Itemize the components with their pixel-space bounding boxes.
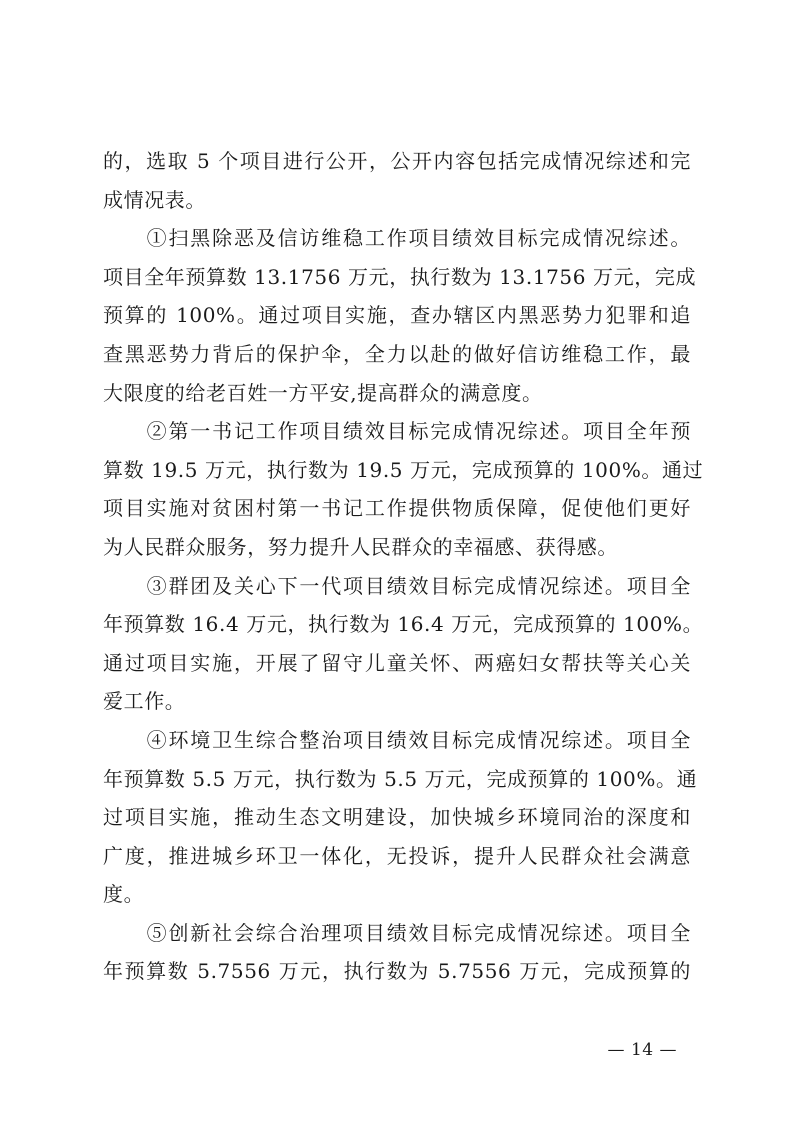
text-line: ②第一书记工作项目绩效目标完成情况综述。项目全年预 bbox=[103, 419, 691, 444]
text-line: 预算的 100%。通过项目实施，查办辖区内黑恶势力犯罪和追 bbox=[103, 303, 691, 328]
text-line: ④环境卫生综合整治项目绩效目标完成情况综述。项目全 bbox=[103, 727, 691, 752]
text-line: 年预算数 5.5 万元，执行数为 5.5 万元，完成预算的 100%。通 bbox=[103, 766, 698, 791]
text-line: 项目全年预算数 13.1756 万元，执行数为 13.1756 万元，完成 bbox=[103, 264, 697, 289]
text-line: 查黑恶势力背后的保护伞，全力以赴的做好信访维稳工作，最 bbox=[103, 341, 691, 366]
text-line: ①扫黑除恶及信访维稳工作项目绩效目标完成情况综述。 bbox=[103, 226, 691, 251]
text-line: 爱工作。 bbox=[103, 689, 186, 714]
text-line: ③群团及关心下一代项目绩效目标完成情况综述。项目全 bbox=[103, 573, 691, 598]
text-line: 年预算数 5.7556 万元，执行数为 5.7556 万元，完成预算的 bbox=[103, 959, 691, 984]
text-line: 通过项目实施，开展了留守儿童关怀、两癌妇女帮扶等关心关 bbox=[103, 650, 691, 675]
text-line: ⑤创新社会综合治理项目绩效目标完成情况综述。项目全 bbox=[103, 920, 691, 945]
page-number: — 14 — bbox=[607, 1040, 677, 1060]
text-line: 算数 19.5 万元，执行数为 19.5 万元，完成预算的 100%。通过 bbox=[103, 457, 704, 482]
text-line: 过项目实施，推动生态文明建设，加快城乡环境同治的深度和 bbox=[103, 805, 691, 830]
text-line: 项目实施对贫困村第一书记工作提供物质保障，促使他们更好 bbox=[103, 496, 691, 521]
text-line: 大限度的给老百姓一方平安,提高群众的满意度。 bbox=[103, 380, 543, 405]
text-line: 的，选取 5 个项目进行公开，公开内容包括完成情况综述和完 bbox=[103, 149, 691, 173]
text-line: 成情况表。 bbox=[103, 187, 206, 212]
document-body bbox=[103, 142, 704, 991]
text-line: 为人民群众服务，努力提升人民群众的幸福感、获得感。 bbox=[103, 534, 618, 559]
text-line: 广度，推进城乡环卫一体化，无投诉，提升人民群众社会满意 bbox=[103, 843, 691, 868]
text-line: 年预算数 16.4 万元，执行数为 16.4 万元，完成预算的 100%。 bbox=[103, 612, 704, 637]
text-line: 度。 bbox=[103, 882, 145, 907]
